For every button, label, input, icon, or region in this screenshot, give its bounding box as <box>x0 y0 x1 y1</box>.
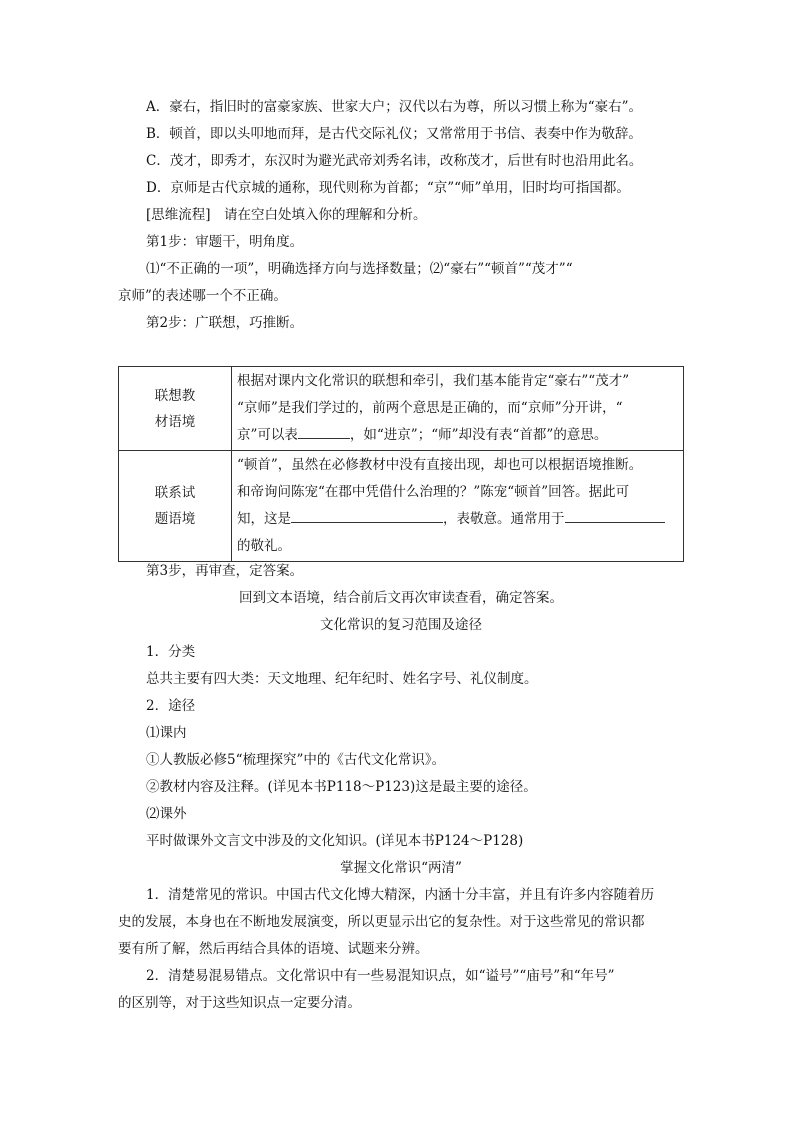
option-a: A．豪右，指旧时的富豪家族、世家大户；汉代以右为尊，所以习惯上称为“豪右”。 <box>146 99 643 115</box>
option-d: D．京师是古代京城的通称，现代则称为首都；“京”“师”单用，旧时均可指国都。 <box>146 180 630 196</box>
step3-detail: 回到文本语境，结合前后文再次审读查看，确定答案。 <box>239 590 563 606</box>
section-title-scope: 文化常识的复习范围及途径 <box>320 617 482 633</box>
cell-text: 知，这是 <box>237 511 291 527</box>
label-line: 题语境 <box>154 511 196 527</box>
cell-line <box>237 506 677 533</box>
label-line: 联想教 <box>154 387 196 404</box>
cell-line <box>237 422 677 449</box>
lower-text <box>118 558 684 1017</box>
cell-text: ，表敬意。通常用于 <box>443 511 565 527</box>
step1: 第1步：审题干，明角度。 <box>146 234 304 250</box>
step3: 第3步，再审查，定答案。 <box>146 563 304 579</box>
step1-detail-line2: 京师”的表述哪一个不正确。 <box>118 288 287 304</box>
point2-line2: 的区别等，对于这些知识点一定要分清。 <box>118 995 361 1011</box>
row-label-question <box>119 451 232 562</box>
table-row <box>119 451 684 562</box>
sub-in-class: ⑴课内 <box>146 725 187 741</box>
answer-blank[interactable] <box>298 424 350 439</box>
cell-text: ，如“进京”；“师”却没有表“首都”的意思。 <box>349 427 608 443</box>
upper-text <box>118 94 684 337</box>
label-line: 联系试 <box>154 485 196 501</box>
section-title-two-clear: 掌握文化常识“两清” <box>340 860 462 876</box>
in-class-a: ①人教版必修5“梳理探究”中的《古代文化常识》。 <box>146 752 446 768</box>
point1-line2: 史的发展，本身也在不断地发展演变，所以更显示出它的复杂性。对于这些常见的常识都 <box>118 914 645 930</box>
option-b: B．顿首，即以头叩地而拜，是古代交际礼仪；又常常用于书信、表奏中作为敬辞。 <box>146 126 642 142</box>
cell-line: 根据对课内文化常识的联想和牵引，我们基本能肯定“豪右”“茂才” <box>237 373 630 389</box>
step2: 第2步：广联想，巧推断。 <box>146 315 304 331</box>
point2-line1: 2．清楚易混易错点。文化常识中有一些易混知识点，如“谥号”“庙号”和“年号” <box>146 968 615 984</box>
association-table <box>118 366 684 562</box>
point1-line1: 1．清楚常见的常识。中国古代文化博大精深，内涵十分丰富，并且有许多内容随着历 <box>146 887 655 903</box>
option-c: C．茂才，即秀才，东汉时为避光武帝刘秀名讳，改称茂才，后世有时也沿用此名。 <box>146 153 643 169</box>
label-line: 材语境 <box>154 413 196 430</box>
point1-line3: 要有所了解，然后再结合具体的语境、试题来分辨。 <box>118 941 429 957</box>
item-classification: 1．分类 <box>146 644 196 660</box>
cell-text: 京”可以表 <box>237 427 298 443</box>
sub-extracurricular: ⑵课外 <box>146 806 187 822</box>
answer-blank[interactable] <box>565 508 665 523</box>
step1-detail-line1: ⑴“不正确的一项”，明确选择方向与选择数量；⑵“豪右”“顿首”“茂才”“ <box>146 261 573 277</box>
in-class-b: ②教材内容及注释。(详见本书P118～P123)这是最主要的途径。 <box>146 779 537 795</box>
extracurricular-text: 平时做课外文言文中涉及的文化知识。(详见本书P124～P128) <box>146 833 524 849</box>
cell-line: 的敬礼。 <box>237 538 291 554</box>
flow-heading: [思维流程] 请在空白处填入你的理解和分析。 <box>146 207 427 223</box>
cell-line: “京师”是我们学过的，前两个意思是正确的，而“京师”分开讲，“ <box>237 400 623 416</box>
row-content-question <box>232 451 684 562</box>
table-row <box>119 367 684 451</box>
row-label-textbook <box>119 367 232 451</box>
cell-line: 和帝询问陈宠“在郡中凭借什么治理的？”陈宠“顿首”回答。据此可 <box>237 484 630 500</box>
classification-text: 总共主要有四大类：天文地理、纪年纪时、姓名字号、礼仪制度。 <box>146 671 538 687</box>
item-approach: 2．途径 <box>146 698 196 714</box>
answer-blank[interactable] <box>291 508 443 523</box>
row-content-textbook <box>232 367 684 451</box>
cell-line: “顿首”，虽然在必修教材中没有直接出现，却也可以根据语境推断。 <box>237 457 643 473</box>
